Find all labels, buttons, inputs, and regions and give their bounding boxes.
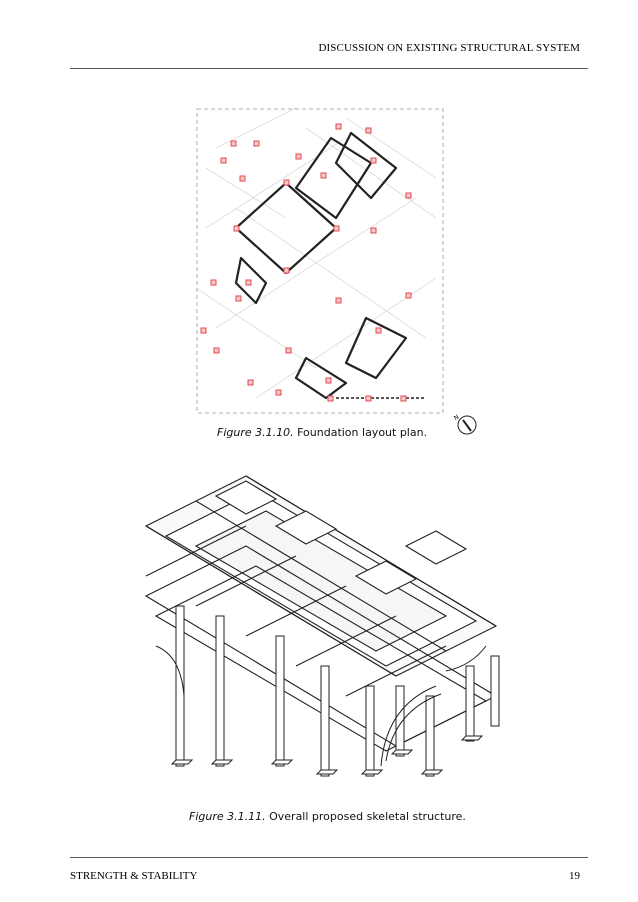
header-rule <box>70 68 588 69</box>
figure-caption-foundation <box>217 426 427 439</box>
foundation-plan-drawing <box>196 108 444 414</box>
north-label: N <box>452 413 461 422</box>
running-header: DISCUSSION ON EXISTING STRUCTURAL SYSTEM <box>318 42 580 54</box>
footer-rule <box>70 857 588 858</box>
figure-number: Figure 3.1.10. <box>217 426 294 439</box>
figure-caption-text: Overall proposed skeletal structure. <box>269 810 466 823</box>
figure-caption-skeletal <box>189 810 466 823</box>
foundation-plan-figure <box>196 108 444 414</box>
skeletal-structure-drawing <box>136 466 506 786</box>
north-arrow-icon <box>452 410 478 436</box>
page-number: 19 <box>569 870 580 882</box>
footer-section-title: STRENGTH & STABILITY <box>70 870 198 882</box>
skeletal-structure-figure <box>136 466 506 786</box>
figure-number: Figure 3.1.11. <box>189 810 266 823</box>
north-arrow <box>452 410 478 436</box>
figure-caption-text: Foundation layout plan. <box>297 426 428 439</box>
